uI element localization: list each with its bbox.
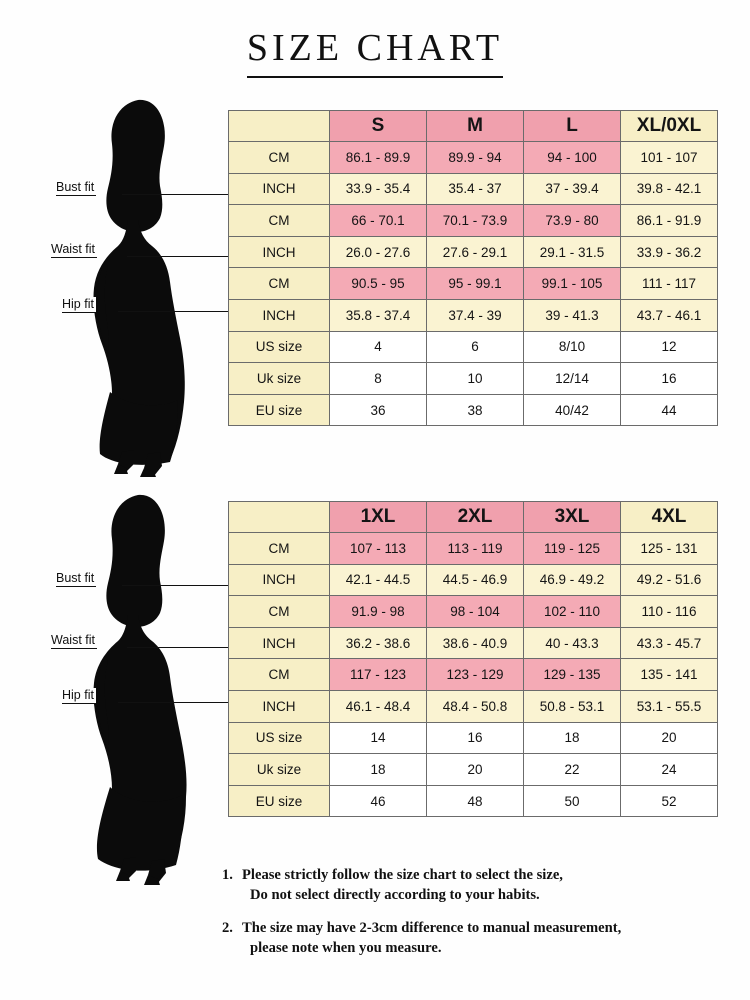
row-label: INCH [229,627,330,659]
table-row [229,363,718,395]
table-cell: 36 [330,394,427,426]
table-cell: 98 - 104 [427,596,524,628]
table-row [229,722,718,754]
callout-line-hip-top [118,311,228,312]
table-standard-sizes [228,110,718,426]
callout-line-waist-bottom [127,647,228,648]
row-label: CM [229,533,330,565]
table-cell: 111 - 117 [621,268,718,300]
table-cell: 33.9 - 35.4 [330,173,427,205]
table-cell: 50 [524,785,621,817]
table-cell: 110 - 116 [621,596,718,628]
table-cell: 119 - 125 [524,533,621,565]
table-row [229,659,718,691]
callout-line-waist-top [127,256,228,257]
callout-hip-fit-top: Hip fit [62,297,94,311]
table-cell: 20 [621,722,718,754]
row-label: CM [229,659,330,691]
table-cell: 129 - 135 [524,659,621,691]
table-row [229,533,718,565]
table-cell: 113 - 119 [427,533,524,565]
note-number: 2. [222,920,233,937]
header-cell-xl: XL/0XL [621,111,718,142]
table-cell: 89.9 - 94 [427,142,524,174]
table-row [229,785,718,817]
table-row [229,173,718,205]
row-label: US size [229,331,330,363]
table-cell: 101 - 107 [621,142,718,174]
table-cell: 73.9 - 80 [524,205,621,237]
note-item [222,866,738,905]
table-cell: 35.8 - 37.4 [330,299,427,331]
row-label: EU size [229,394,330,426]
table-row [229,754,718,786]
page-title: SIZE CHART [247,26,503,78]
table-cell: 50.8 - 53.1 [524,690,621,722]
table-cell: 135 - 141 [621,659,718,691]
table-cell: 48.4 - 50.8 [427,690,524,722]
row-label: INCH [229,564,330,596]
callout-waist-fit-bottom: Waist fit [51,633,95,647]
table-cell: 38.6 - 40.9 [427,627,524,659]
row-label: INCH [229,299,330,331]
row-label: US size [229,722,330,754]
row-label: INCH [229,690,330,722]
row-label: CM [229,268,330,300]
table-row [229,268,718,300]
table-cell: 49.2 - 51.6 [621,564,718,596]
row-label: EU size [229,785,330,817]
header-cell-3xl: 3XL [524,502,621,533]
table-row [229,205,718,237]
callout-line-hip-bottom [118,702,228,703]
table-cell: 53.1 - 55.5 [621,690,718,722]
row-label: Uk size [229,363,330,395]
table-cell: 99.1 - 105 [524,268,621,300]
callout-hip-fit-bottom: Hip fit [62,688,94,702]
table-cell: 4 [330,331,427,363]
table-cell: 40/42 [524,394,621,426]
note-line-1: Please strictly follow the size chart to select the size, [242,867,563,883]
table-cell: 18 [330,754,427,786]
table-cell: 14 [330,722,427,754]
table-row [229,690,718,722]
table-cell: 10 [427,363,524,395]
header-cell-corner [229,502,330,533]
table-cell: 44 [621,394,718,426]
row-label: INCH [229,236,330,268]
callout-bust-fit-top: Bust fit [56,180,95,194]
table-cell: 90.5 - 95 [330,268,427,300]
table-row [229,142,718,174]
table-cell: 8/10 [524,331,621,363]
table-cell: 12/14 [524,363,621,395]
table-row [229,394,718,426]
table-cell: 70.1 - 73.9 [427,205,524,237]
table-cell: 26.0 - 27.6 [330,236,427,268]
table-cell: 36.2 - 38.6 [330,627,427,659]
female-silhouette-top-icon [78,92,238,477]
table-cell: 46 [330,785,427,817]
header-cell-4xl: 4XL [621,502,718,533]
table-cell: 46.1 - 48.4 [330,690,427,722]
callout-line-bust-top [122,194,228,195]
table-cell: 44.5 - 46.9 [427,564,524,596]
table-cell: 6 [427,331,524,363]
page-title-wrap [0,26,750,78]
callout-bust-fit-bottom: Bust fit [56,571,95,585]
table-cell: 52 [621,785,718,817]
table-cell: 27.6 - 29.1 [427,236,524,268]
table-row [229,236,718,268]
header-cell-1xl: 1XL [330,502,427,533]
table-cell: 48 [427,785,524,817]
table-cell: 43.3 - 45.7 [621,627,718,659]
table-cell: 39.8 - 42.1 [621,173,718,205]
table-cell: 102 - 110 [524,596,621,628]
table-cell: 35.4 - 37 [427,173,524,205]
table-cell: 39 - 41.3 [524,299,621,331]
note-line-2: Do not select directly according to your habits. [250,886,540,903]
table-cell: 125 - 131 [621,533,718,565]
table-cell: 95 - 99.1 [427,268,524,300]
row-label: INCH [229,173,330,205]
table-row [229,331,718,363]
table-cell: 16 [427,722,524,754]
note-number: 1. [222,867,233,883]
row-label: CM [229,596,330,628]
table-row [229,627,718,659]
table-row [229,596,718,628]
table-cell: 43.7 - 46.1 [621,299,718,331]
table-cell: 46.9 - 49.2 [524,564,621,596]
table-cell: 38 [427,394,524,426]
row-label: CM [229,142,330,174]
table-cell: 16 [621,363,718,395]
table-cell: 107 - 113 [330,533,427,565]
table-row [229,299,718,331]
table-cell: 86.1 - 89.9 [330,142,427,174]
table-header-row [229,111,718,142]
table-row [229,564,718,596]
table-cell: 29.1 - 31.5 [524,236,621,268]
table-cell: 8 [330,363,427,395]
table-cell: 22 [524,754,621,786]
table-cell: 37 - 39.4 [524,173,621,205]
table-cell: 40 - 43.3 [524,627,621,659]
note-line-1: The size may have 2-3cm difference to manual measurement, [242,920,622,937]
table-cell: 91.9 - 98 [330,596,427,628]
table-header-row [229,502,718,533]
header-cell-s: S [330,111,427,142]
header-cell-m: M [427,111,524,142]
table-cell: 94 - 100 [524,142,621,174]
table-cell: 20 [427,754,524,786]
callout-line-bust-bottom [122,585,228,586]
table-cell: 24 [621,754,718,786]
female-silhouette-bottom-icon [78,487,238,887]
table-cell: 12 [621,331,718,363]
table-cell: 42.1 - 44.5 [330,564,427,596]
table-cell: 86.1 - 91.9 [621,205,718,237]
header-cell-2xl: 2XL [427,502,524,533]
header-cell-l: L [524,111,621,142]
table-cell: 117 - 123 [330,659,427,691]
table-cell: 37.4 - 39 [427,299,524,331]
table-plus-sizes [228,501,718,817]
row-label: Uk size [229,754,330,786]
row-label: CM [229,205,330,237]
table-cell: 33.9 - 36.2 [621,236,718,268]
note-line-2: please note when you measure. [250,940,442,957]
callout-waist-fit-top: Waist fit [51,242,95,256]
table-cell: 18 [524,722,621,754]
notes-section [222,866,738,973]
table-cell: 123 - 129 [427,659,524,691]
note-item [222,919,738,958]
header-cell-corner [229,111,330,142]
table-cell: 66 - 70.1 [330,205,427,237]
